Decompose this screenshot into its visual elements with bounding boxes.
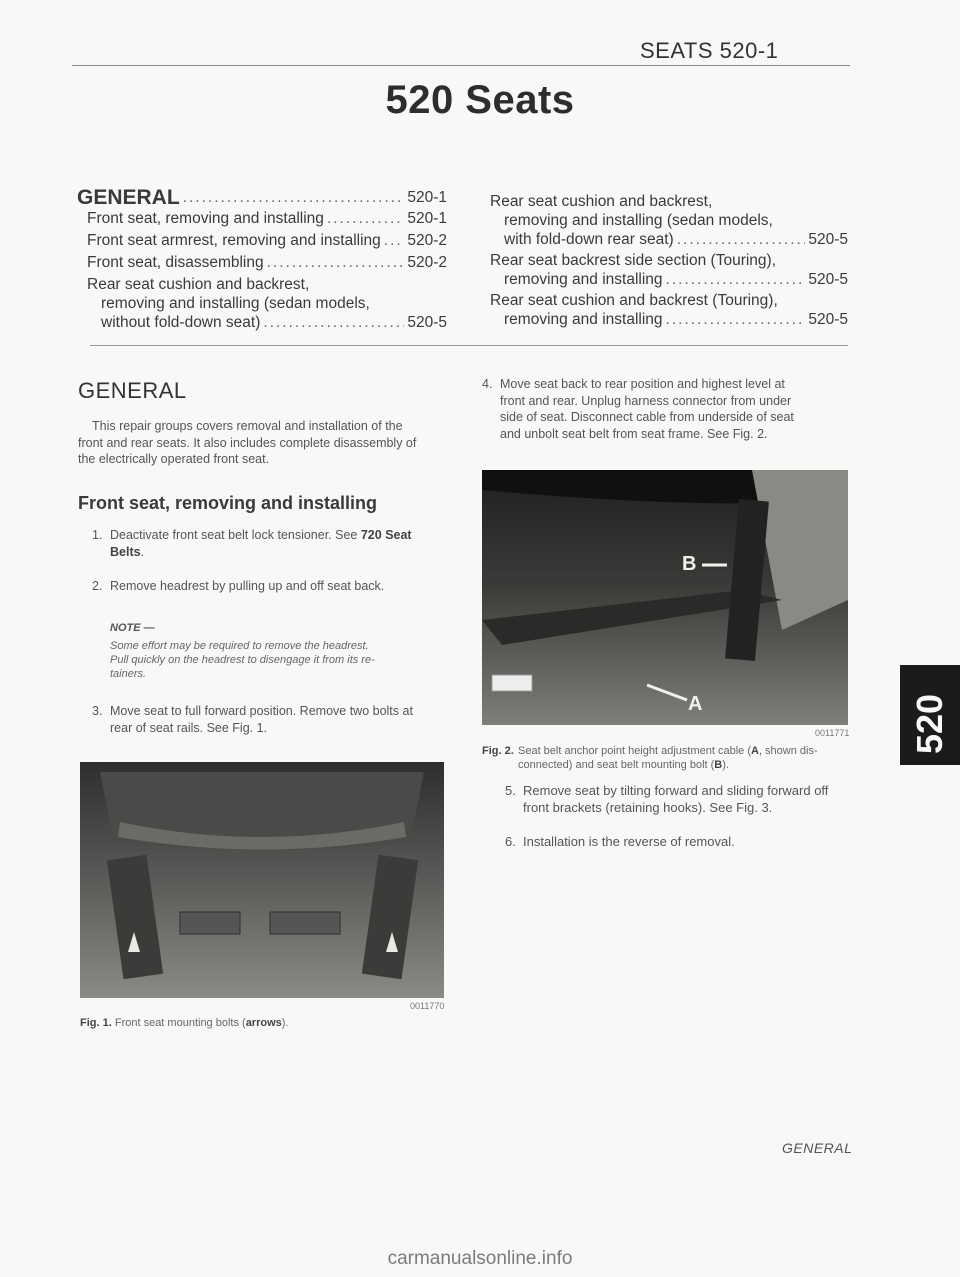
caption-bold: A <box>750 745 759 757</box>
toc-label: without fold-down seat) <box>101 314 261 331</box>
toc-entry-multiline[interactable] <box>490 251 848 289</box>
toc-leader <box>677 230 806 249</box>
note-block <box>110 622 450 681</box>
step-4 <box>482 376 852 442</box>
step-xref[interactable]: Belts <box>110 544 141 559</box>
step-2 <box>92 578 452 595</box>
general-intro <box>78 418 458 468</box>
toc-leader <box>666 270 806 289</box>
figure-1-id: 0011770 <box>410 1001 445 1011</box>
toc-entry[interactable] <box>87 209 447 228</box>
step-number: 2. <box>92 579 103 593</box>
step-3 <box>92 703 452 736</box>
toc-page: 520-5 <box>808 271 848 288</box>
toc-entry[interactable] <box>77 188 447 207</box>
toc-leader <box>267 253 405 272</box>
seat-belt-anchor-illustration <box>482 470 848 725</box>
header-rule <box>72 65 850 66</box>
toc-entry-multiline[interactable] <box>490 192 848 249</box>
toc-page: 520-5 <box>407 314 447 331</box>
step-text: . <box>140 544 145 559</box>
step-text: Remove headrest by pulling up and off seat back. <box>110 579 385 593</box>
caption-text: , shown dis- <box>758 745 818 757</box>
step-text: Move seat back to rear position and highest level at <box>500 377 785 391</box>
step-text: Move seat to full forward position. Remove two bolts at <box>110 704 413 718</box>
toc-entry[interactable] <box>87 231 447 250</box>
toc-leader <box>384 231 405 250</box>
toc-label: removing and installing <box>504 271 663 288</box>
toc-label: Front seat, removing and installing <box>87 210 324 227</box>
caption-text: ). <box>722 759 729 771</box>
step-xref[interactable]: 720 Seat <box>360 528 412 542</box>
step-text: and unbolt seat belt from seat frame. See Fig. 2. <box>500 426 768 441</box>
note-line: Pull quickly on the headrest to disengage it from its re- <box>110 654 375 666</box>
toc-label: with fold-down rear seat) <box>504 231 674 248</box>
step-1 <box>92 527 452 560</box>
figure-1-caption <box>80 1016 444 1030</box>
toc-label: GENERAL <box>77 186 180 209</box>
note-line: Some effort may be required to remove the headrest. <box>110 640 369 652</box>
step-number: 3. <box>92 704 103 718</box>
toc-label: removing and installing <box>504 311 663 328</box>
toc-page: 520-5 <box>808 311 848 328</box>
step-number: 4. <box>482 377 493 391</box>
section-rule <box>90 345 848 346</box>
toc-label-line: removing and installing (sedan models, <box>504 212 773 229</box>
section-heading-general: GENERAL <box>78 378 187 403</box>
toc-label-line: Rear seat backrest side section (Touring), <box>490 252 777 269</box>
step-text: front and rear. Unplug harness connector from under <box>500 393 792 408</box>
step-text: Remove seat by tilting forward and sliding forward off <box>523 783 829 798</box>
toc-page: 520-1 <box>407 189 447 206</box>
note-line: tainers. <box>110 668 147 680</box>
subheading-front-seat: Front seat, removing and installing <box>78 493 378 513</box>
caption-bold: arrows <box>245 1017 282 1029</box>
intro-line: the electrically operated front seat. <box>78 452 270 466</box>
toc-label: Front seat, disassembling <box>87 254 264 271</box>
step-text: Installation is the reverse of removal. <box>523 834 735 849</box>
callout-b: B <box>682 553 697 575</box>
toc-label-line: removing and installing (sedan models, <box>101 295 370 312</box>
figure-1-photo <box>80 762 444 998</box>
figure-label: Fig. 2. <box>482 745 514 757</box>
intro-line: front and rear seats. It also includes complete disassembly of <box>78 435 417 450</box>
toc-entry-multiline[interactable] <box>490 291 848 329</box>
seat-rails-illustration <box>80 762 444 998</box>
callout-a: A <box>688 693 703 715</box>
toc-left <box>77 188 447 332</box>
toc-leader <box>263 313 404 332</box>
figure-2-caption <box>482 744 848 772</box>
page-title: 520 Seats <box>385 78 575 122</box>
toc-leader <box>327 209 404 228</box>
toc-leader <box>183 188 405 207</box>
section-tab-label: 520 <box>909 693 950 755</box>
caption-text: ). <box>281 1017 289 1029</box>
toc-page: 520-2 <box>407 254 447 271</box>
toc-entry[interactable] <box>87 253 447 272</box>
toc-page: 520-5 <box>808 231 848 248</box>
figure-label: Fig. 1. <box>80 1017 112 1029</box>
toc-page: 520-2 <box>407 232 447 249</box>
toc-page: 520-1 <box>407 210 447 227</box>
figure-2-photo <box>482 470 848 725</box>
caption-text: Front seat mounting bolts ( <box>114 1017 246 1029</box>
step-text: Deactivate front seat belt lock tensioner. See <box>110 528 358 542</box>
toc-label: Front seat armrest, removing and installing <box>87 232 381 249</box>
watermark: carmanualsonline.info <box>387 1248 573 1269</box>
toc-entry-multiline[interactable] <box>87 275 447 332</box>
toc-label-line: Rear seat cushion and backrest, <box>87 276 310 293</box>
caption-text: connected) and seat belt mounting bolt ( <box>518 759 715 771</box>
caption-bold: B <box>714 759 723 771</box>
step-text: rear of seat rails. See Fig. 1. <box>110 720 268 735</box>
toc-label-line: Rear seat cushion and backrest, <box>490 193 713 210</box>
step-6 <box>505 834 855 851</box>
step-number: 6. <box>505 834 516 849</box>
caption-text: Seat belt anchor point height adjustment cable ( <box>518 745 751 757</box>
page-footer: GENERAL <box>782 1140 853 1156</box>
figure-2-id: 0011771 <box>815 728 850 738</box>
intro-line: This repair groups covers removal and installation of the <box>92 419 403 433</box>
step-text: front brackets (retaining hooks). See Fig. 3. <box>523 799 773 815</box>
running-header: SEATS 520-1 <box>640 38 779 63</box>
toc-right <box>490 192 848 329</box>
toc-label-line: Rear seat cushion and backrest (Touring), <box>490 292 778 309</box>
section-tab[interactable] <box>900 665 960 765</box>
note-label: NOTE — <box>110 622 155 634</box>
step-text: side of seat. Disconnect cable from underside of seat <box>500 410 794 424</box>
step-number: 1. <box>92 528 103 542</box>
step-5 <box>505 783 855 816</box>
step-number: 5. <box>505 783 516 798</box>
toc-leader <box>666 310 806 329</box>
